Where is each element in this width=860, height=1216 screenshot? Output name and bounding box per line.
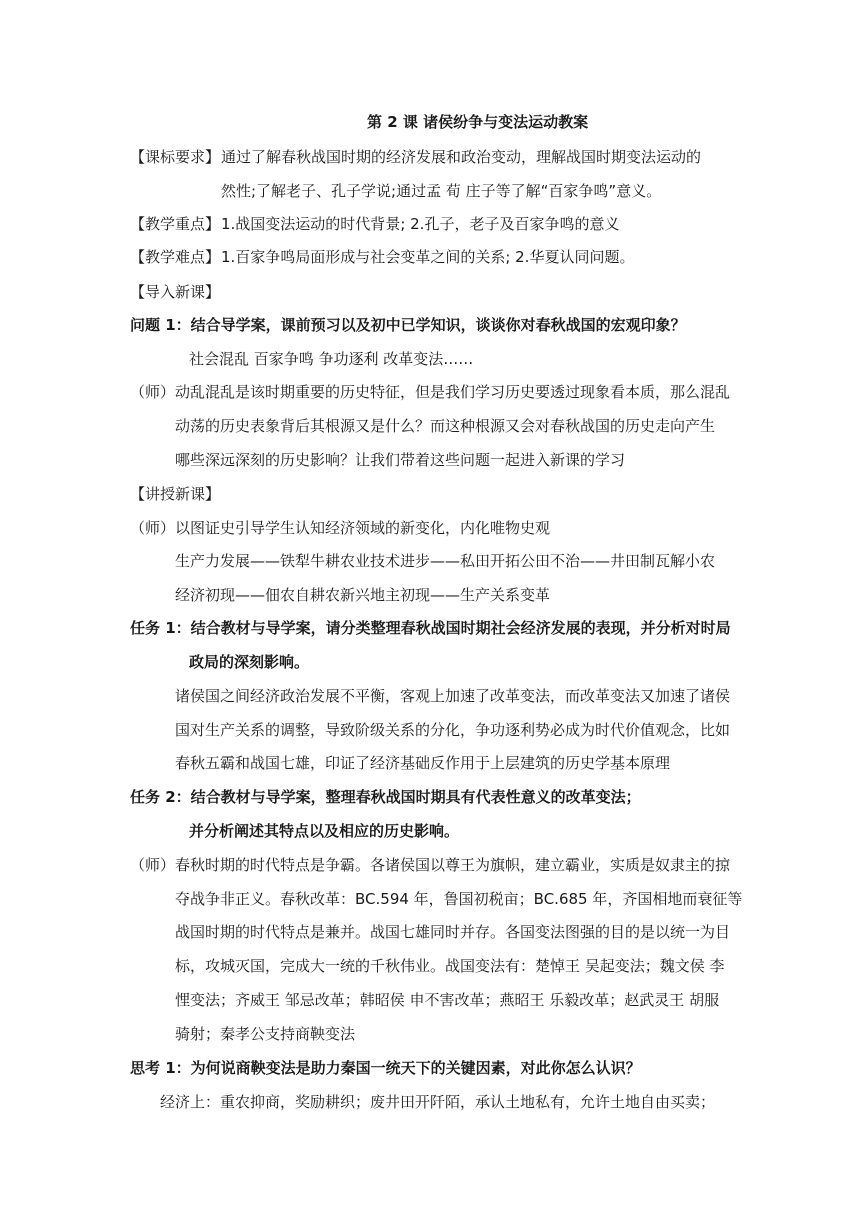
teacher-remark-2-line-2: 生产力发展——铁犁牛耕农业技术进步——私田开拓公田不治——井田制瓦解小农 [175,552,716,570]
key-points-label: 【教学重点】 [130,215,221,233]
task-1-line-1: 任务 1：结合教材与导学案，请分类整理春秋战国时期社会经济发展的表现，并分析对时局 [130,619,731,637]
teacher-remark-3-line-6: 骑射；秦孝公支持商鞅变法 [175,1025,356,1043]
teacher-remark-1-line-1: （师）动乱混乱是该时期重要的历史特征，但是我们学习历史要透过现象看本质，那么混乱 [130,383,731,401]
impressions-list: 社会混乱 百家争鸣 争功逐利 改革变法…… [189,350,474,368]
task-1-answer-line-1: 诸侯国之间经济政治发展不平衡，客观上加速了改革变法，而改革变法又加速了诸侯 [175,687,731,705]
question-1: 问题 1：结合导学案，课前预习以及初中已学知识，谈谈你对春秋战国的宏观印象？ [130,316,686,334]
teacher-remark-3-line-1: （师）春秋时期的时代特点是争霸。各诸侯国以尊王为旗帜，建立霸业，实质是奴隶主的掠 [130,856,731,874]
teacher-remark-3-line-3: 战国时期的时代特点是兼并。战国七雄同时并存。各国变法图强的目的是以统一为目 [175,923,731,941]
requirement-text-1: 通过了解春秋战国时期的经济发展和政治变动，理解战国时期变法运动的 [221,148,702,166]
teacher-remark-3-line-5: 悝变法；齐威王 邹忌改革；韩昭侯 申不害改革；燕昭王 乐毅改革；赵武灵王 胡服 [175,991,720,1009]
teacher-remark-1-line-2: 动荡的历史表象背后其根源又是什么？而这种根源又会对春秋战国的历史走向产生 [175,417,716,435]
intro-heading: 【导入新课】 [130,283,221,301]
difficult-points-label: 【教学难点】 [130,248,221,266]
difficult-points-text: 1.百家争鸣局面形成与社会变革之间的关系; 2.华夏认同问题。 [221,248,635,266]
teacher-remark-3-line-4: 标，攻城灭国，完成大一统的千秋伟业。战国变法有：楚悼王 吴起变法；魏文侯 李 [175,957,725,975]
key-points-text: 1.战国变法运动的时代背景; 2.孔子，老子及百家争鸣的意义 [221,215,620,233]
teacher-remark-2-line-1: （师）以图证史引导学生认知经济领域的新变化，内化唯物史观 [130,519,551,537]
teacher-remark-2-line-3: 经济初现——佃农自耕农新兴地主初现——生产关系变革 [175,586,551,604]
requirement-label: 【课标要求】 [130,148,221,166]
teacher-remark-1-line-3: 哪些深远深刻的历史影响？让我们带着这些问题一起进入新课的学习 [175,451,626,469]
task-2-line-2: 并分析阐述其特点以及相应的历史影响。 [189,822,460,840]
task-1-answer-line-2: 国对生产关系的调整，导致阶级关系的分化，争功逐利势必成为时代价值观念，比如 [175,721,731,739]
task-2-line-1: 任务 2：结合教材与导学案，整理春秋战国时期具有代表性意义的改革变法； [130,788,641,806]
teacher-remark-3-line-2: 夺战争非正义。春秋改革：BC.594 年，鲁国初税亩；BC.685 年，齐国相地而衰征等 [175,890,743,908]
think-1: 思考 1：为何说商鞅变法是助力秦国一统天下的关键因素，对此你怎么认识？ [130,1059,641,1077]
lesson-title: 第 2 课 诸侯纷争与变法运动教案 [367,113,589,131]
task-1-line-2: 政局的深刻影响。 [189,653,310,671]
economy-measures: 经济上：重农抑商，奖励耕织；废井田开阡陌，承认土地私有，允许土地自由买卖； [160,1093,716,1111]
task-1-answer-line-3: 春秋五霸和战国七雄，印证了经济基础反作用于上层建筑的历史学基本原理 [175,754,671,772]
lecture-heading: 【讲授新课】 [130,485,221,503]
requirement-text-2: 然性;了解老子、孔子学说;通过孟 荀 庄子等了解“百家争鸣”意义。 [221,182,662,200]
